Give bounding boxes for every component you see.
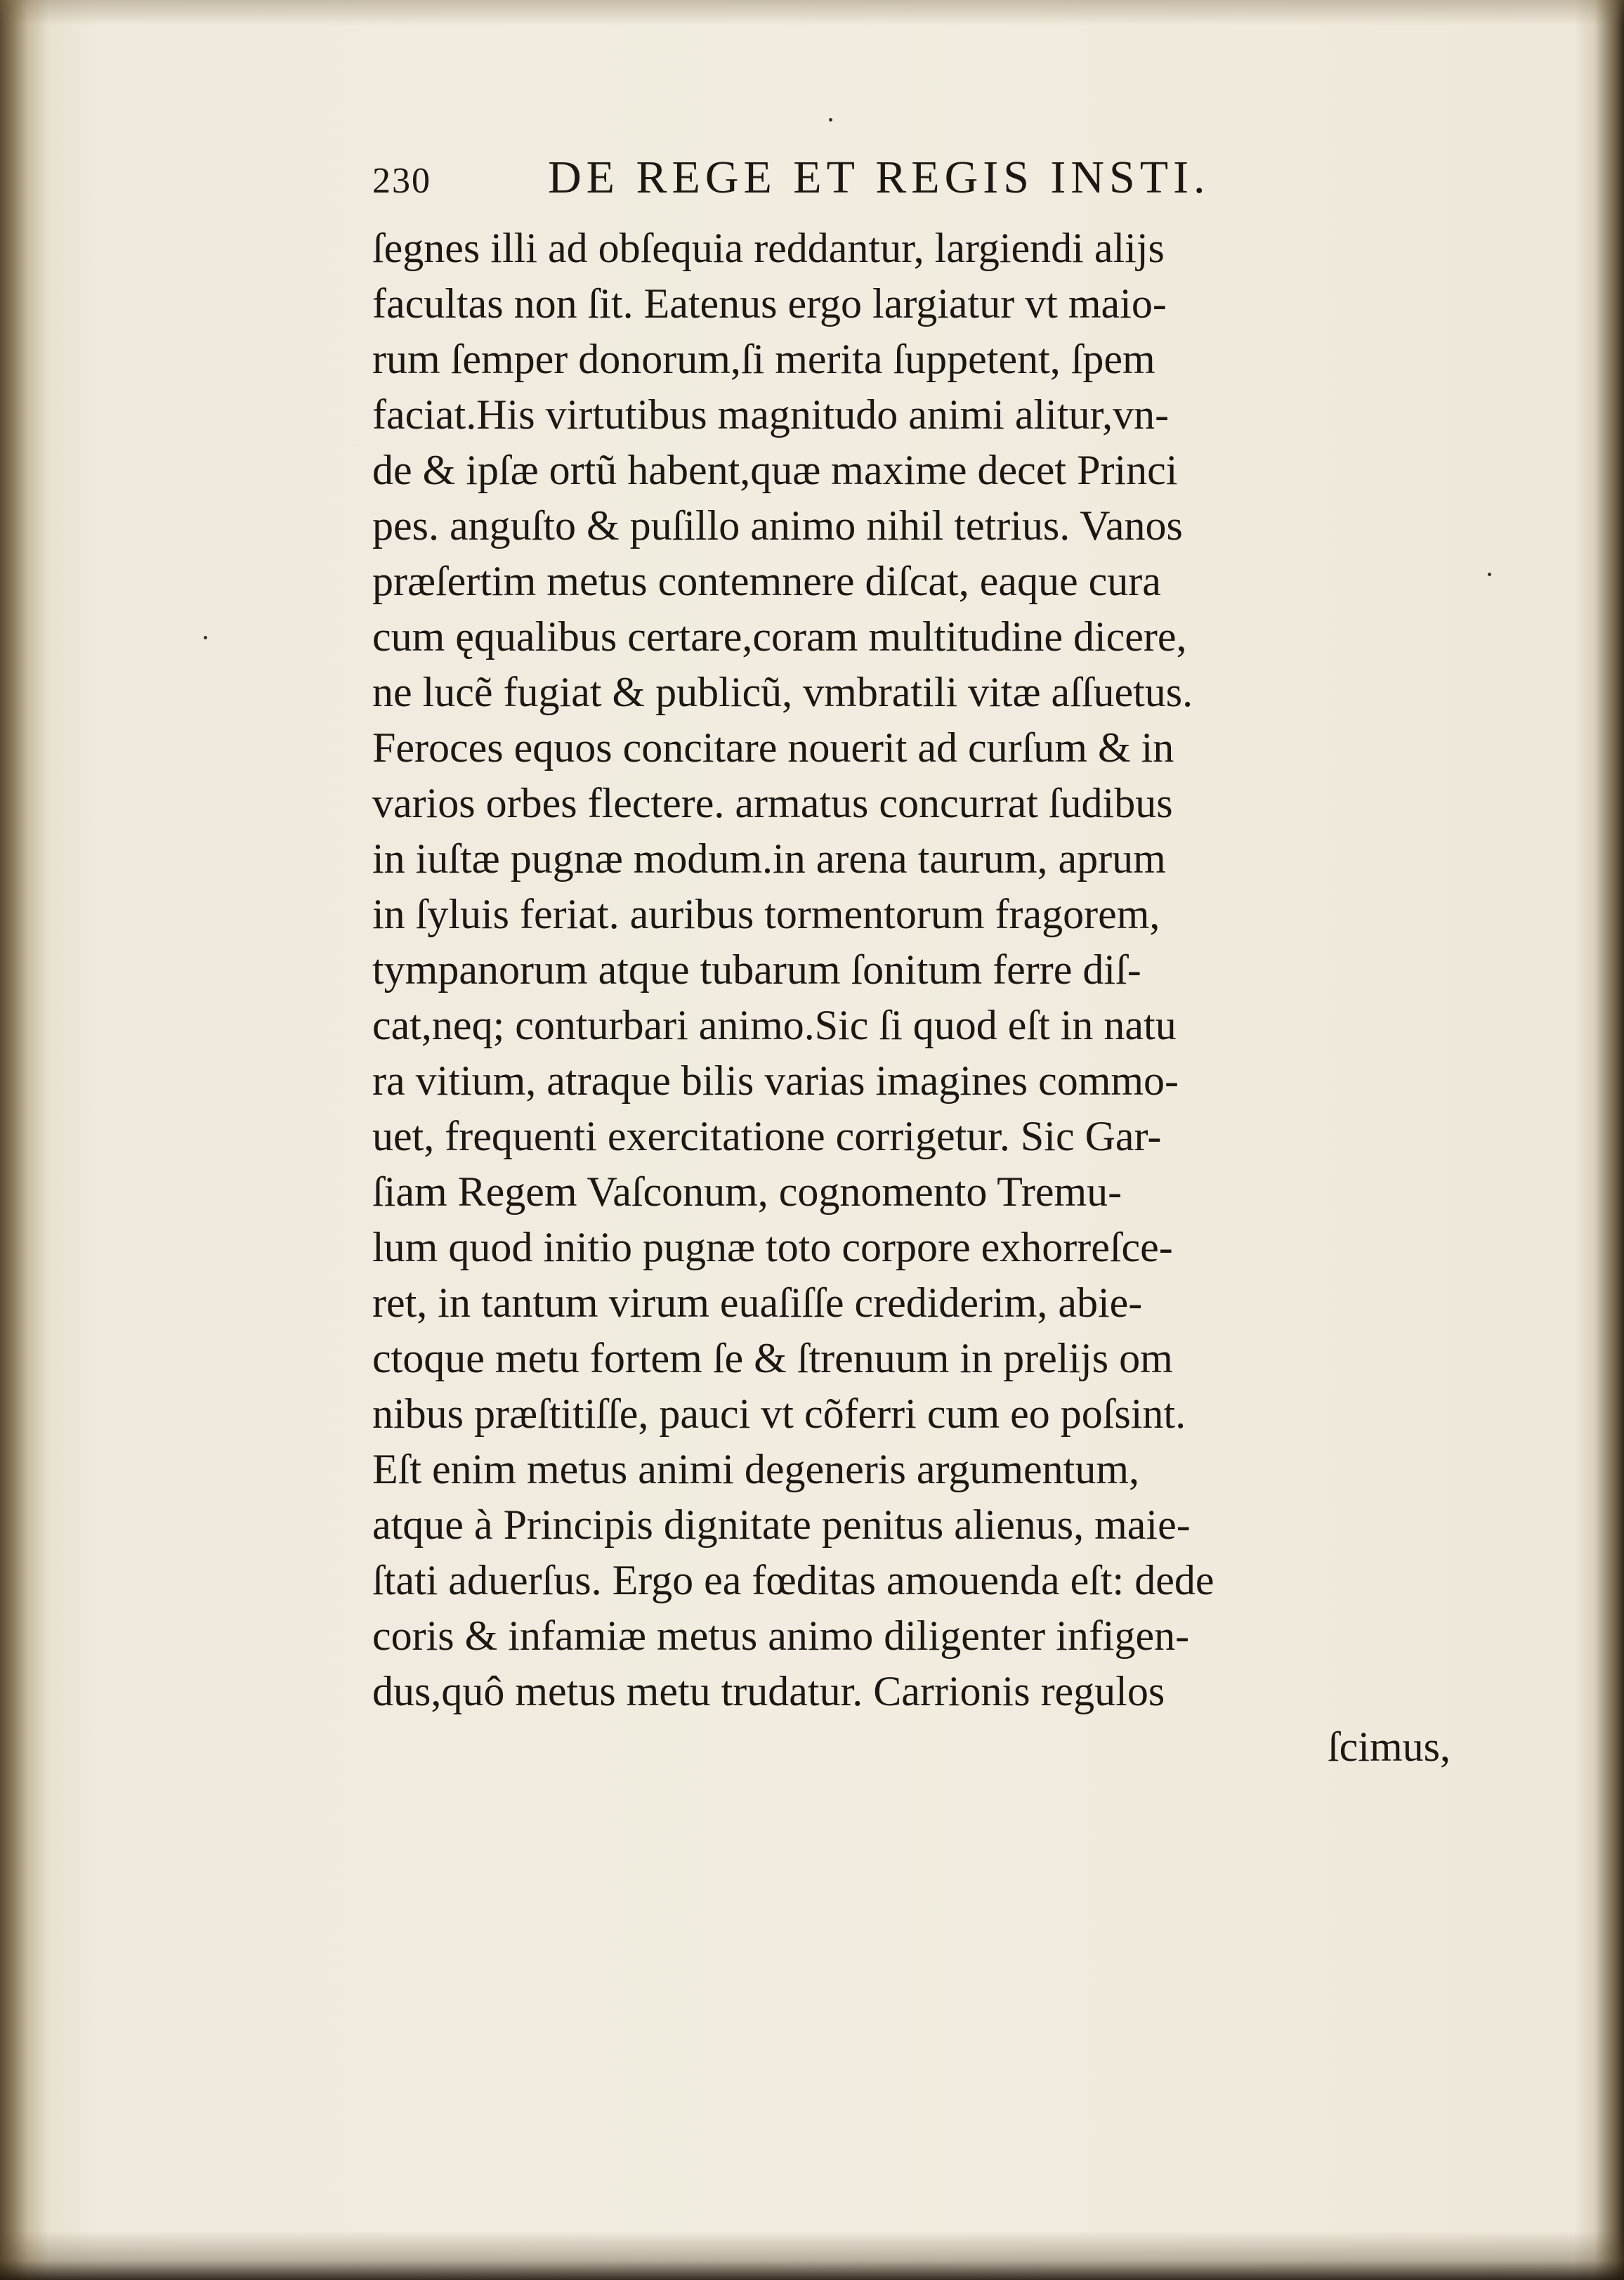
text-line: facultas non ſit. Eatenus ergo largiatur vt maio- [372, 280, 1167, 327]
ink-speck [829, 118, 832, 122]
text-line: ctoque metu fortem ſe & ſtrenuum in prelijs om [372, 1335, 1173, 1381]
ink-speck [1488, 573, 1491, 576]
catchword: ſcimus, [1328, 1724, 1451, 1770]
text-line: ſiam Regem Vaſconum, cognomento Tremu- [372, 1168, 1122, 1215]
text-line: uet, frequenti exercitatione corrigetur. Sic Gar- [372, 1113, 1162, 1159]
text-line: ſegnes illi ad obſequia reddantur, largiendi alijs [372, 225, 1165, 271]
text-line: Feroces equos concitare nouerit ad curſum & in [372, 724, 1174, 771]
text-line: dus,quô metus metu trudatur. Carrionis regulos [372, 1668, 1165, 1714]
body-text [372, 221, 1451, 1775]
text-line: in ſyluis feriat. auribus tormentorum fragorem, [372, 891, 1160, 937]
text-line: tympanorum atque tubarum ſonitum ferre diſ- [372, 946, 1141, 993]
text-line: cum ęqualibus certare,coram multitudine dicere, [372, 613, 1187, 660]
text-line: Eſt enim metus animi degeneris argumentum, [372, 1446, 1139, 1492]
text-line: ret, in tantum virum euaſiſſe crediderim, abie- [372, 1279, 1143, 1326]
text-line: nibus præſtitiſſe, pauci vt cõferri cum eo poſsint. [372, 1390, 1186, 1437]
ink-speck [204, 636, 207, 639]
running-head [372, 151, 1451, 218]
text-line: varios orbes flectere. armatus concurrat ſudibus [372, 780, 1173, 826]
text-line: præſertim metus contemnere diſcat, eaque cura [372, 558, 1161, 604]
text-line: ſtati aduerſus. Ergo ea fœditas amouenda eſt: dede [372, 1557, 1214, 1603]
text-line: ne lucẽ fugiat & publicũ, vmbratili vitæ aſſuetus. [372, 669, 1193, 715]
page-number: 230 [372, 161, 431, 201]
text-block [372, 151, 1451, 1775]
text-line: lum quod initio pugnæ toto corpore exhorreſce- [372, 1224, 1173, 1270]
text-line: de & ipſæ ortũ habent,quæ maxime decet Princi [372, 447, 1178, 493]
running-title: DE REGE ET REGIS INSTI. [548, 152, 1210, 203]
text-line: coris & infamiæ metus animo diligenter infigen- [372, 1613, 1190, 1659]
text-line: ra vitium, atraque bilis varias imagines commo- [372, 1057, 1179, 1104]
text-line: atque à Principis dignitate penitus alienus, maie- [372, 1501, 1191, 1548]
text-line: faciat.His virtutibus magnitudo animi alitur,vn- [372, 391, 1170, 438]
text-line: pes. anguſto & puſillo animo nihil tetrius. Vanos [372, 502, 1183, 549]
text-line: in iuſtæ pugnæ modum.in arena taurum, aprum [372, 835, 1166, 882]
text-line: rum ſemper donorum,ſi merita ſuppetent, ſpem [372, 336, 1155, 382]
text-line: cat,neq; conturbari animo.Sic ſi quod eſt in natu [372, 1002, 1177, 1048]
